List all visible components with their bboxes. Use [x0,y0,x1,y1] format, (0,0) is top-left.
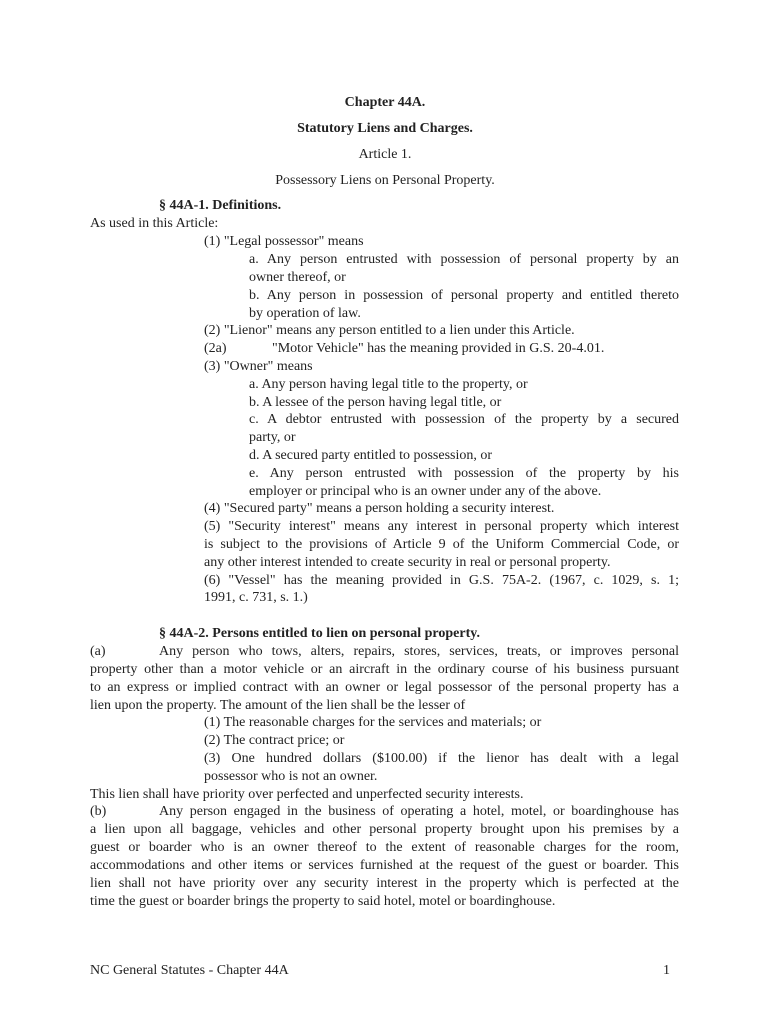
section-intro: As used in this Article: [90,216,219,231]
subsection-a-item-3-line-2: possessor who is not an owner. [204,769,378,784]
subsection-a-line-3: to an express or implied contract with an owner or legal possessor of the personal property has a [90,680,679,695]
definition-3c-line-2: party, or [249,430,296,445]
definition-1a-line-1: a. Any person entrusted with possession of personal property by an [249,252,679,267]
definition-1: (1) "Legal possessor" means [204,234,364,249]
subsection-b-label: (b) [90,804,107,819]
definition-1a-line-2: owner thereof, or [249,270,346,285]
definition-3: (3) "Owner" means [204,359,313,374]
definition-2a-text: "Motor Vehicle" has the meaning provided in G.S. 20-4.01. [272,341,605,356]
subsection-b-line-4: accommodations and other items or services furnished at the request of the guest or boarder. This [90,858,679,873]
chapter-title: Statutory Liens and Charges. [297,121,473,136]
subsection-a-line-4: lien upon the property. The amount of the lien shall be the lesser of [90,698,466,713]
subsection-a-priority: This lien shall have priority over perfected and unperfected security interests. [90,787,524,802]
definition-2: (2) "Lienor" means any person entitled to a lien under this Article. [204,323,575,338]
definition-6-line-2: 1991, c. 731, s. 1.) [204,590,308,605]
subsection-a-item-3-line-1: (3) One hundred dollars ($100.00) if the lienor has dealt with a legal [204,751,679,766]
definition-2a [204,340,604,357]
section-heading-44a-2: § 44A-2. Persons entitled to lien on personal property. [159,626,480,641]
definition-4: (4) "Secured party" means a person holding a security interest. [204,501,555,516]
section-heading-44a-1: § 44A-1. Definitions. [159,198,282,213]
definition-3a: a. Any person having legal title to the property, or [249,377,528,392]
subsection-a-label: (a) [90,644,106,659]
definition-3b: b. A lessee of the person having legal title, or [249,395,502,410]
definition-5-line-3: any other interest intended to create security in real or personal property. [204,555,611,570]
chapter-heading: Chapter 44A. [344,95,426,110]
definition-3e-line-2: employer or principal who is an owner under any of the above. [249,484,602,499]
subsection-b-line-3: guest or boarder who is an owner thereof to the extent of reasonable charges for the room, [90,840,679,855]
subsection-b-line-5: lien shall not have priority over any security interest in the property which is perfected at the [90,876,679,891]
article-title: Possessory Liens on Personal Property. [275,173,495,188]
article-heading: Article 1. [358,147,412,162]
subsection-a-item-2: (2) The contract price; or [204,733,345,748]
definition-5-line-2: is subject to the provisions of Article 9 of the Uniform Commercial Code, or [204,537,679,552]
subsection-b-text-1: Any person engaged in the business of operating a hotel, motel, or boardinghouse has [159,804,679,819]
subsection-a-text-1: Any person who tows, alters, repairs, stores, services, treats, or improves personal [159,644,679,659]
definition-1b-line-1: b. Any person in possession of personal property and entitled thereto [249,288,679,303]
subsection-a-line-1 [90,643,679,660]
footer-title: NC General Statutes - Chapter 44A [90,963,289,978]
page-number: 1 [663,963,670,978]
definition-3d: d. A secured party entitled to possession, or [249,448,493,463]
definition-6-line-1: (6) "Vessel" has the meaning provided in G.S. 75A-2. (1967, c. 1029, s. 1; [204,573,679,588]
subsection-a-item-1: (1) The reasonable charges for the services and materials; or [204,715,542,730]
definition-5-line-1: (5) "Security interest" means any interest in personal property which interest [204,519,679,534]
definition-1b-line-2: by operation of law. [249,306,361,321]
definition-3e-line-1: e. Any person entrusted with possession of the property by his [249,466,679,481]
definition-2a-number: (2a) [204,341,227,356]
definition-3c-line-1: c. A debtor entrusted with possession of the property by a secured [249,412,679,427]
subsection-a-line-2: property other than a motor vehicle or an aircraft in the ordinary course of his business pursuant [90,662,679,677]
subsection-b-line-1 [90,803,679,820]
subsection-b-line-6: time the guest or boarder brings the property to said hotel, motel or boardinghouse. [90,894,556,909]
subsection-b-line-2: a lien upon all baggage, vehicles and other personal property brought upon his premises by a [90,822,679,837]
